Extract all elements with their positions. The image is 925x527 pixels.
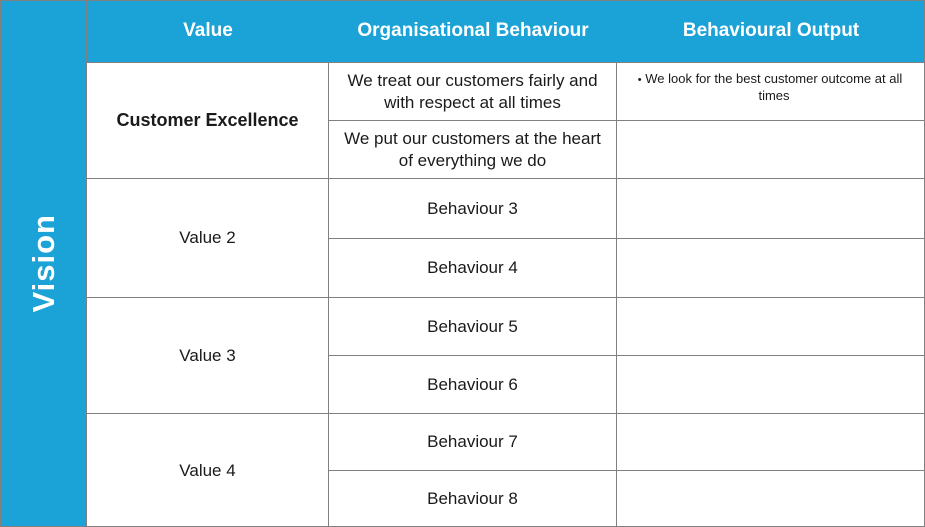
vision-label: Vision xyxy=(25,214,61,313)
value-cell: Value 2 xyxy=(87,179,329,297)
behaviour-row xyxy=(329,355,925,413)
output-cell xyxy=(617,414,925,470)
behaviour-row xyxy=(329,238,925,298)
output-cell xyxy=(617,298,925,355)
table-row xyxy=(87,178,925,297)
behaviour-group xyxy=(329,298,925,413)
column-header-organisational-behaviour: Organisational Behaviour xyxy=(357,20,589,41)
behaviour-group xyxy=(329,414,925,527)
behaviour-group xyxy=(329,63,925,178)
table-row xyxy=(87,62,925,178)
values-table xyxy=(86,0,925,527)
vision-banner xyxy=(0,0,86,527)
behaviour-row xyxy=(329,470,925,527)
value-cell: Value 3 xyxy=(87,298,329,413)
behaviour-row xyxy=(329,414,925,470)
output-cell xyxy=(617,179,925,238)
table-header-row xyxy=(87,0,925,62)
output-cell xyxy=(617,239,925,298)
behaviour-cell: Behaviour 4 xyxy=(329,239,617,298)
behaviour-cell: Behaviour 8 xyxy=(329,471,617,527)
column-header-value: Value xyxy=(183,20,233,41)
table-row xyxy=(87,297,925,413)
behaviour-row xyxy=(329,120,925,178)
table-row xyxy=(87,413,925,527)
behaviour-row xyxy=(329,63,925,120)
behaviour-cell: Behaviour 7 xyxy=(329,414,617,470)
output-text: We look for the best customer outcome at all times xyxy=(645,71,903,103)
behaviour-cell: Behaviour 3 xyxy=(329,179,617,238)
output-cell xyxy=(617,471,925,527)
bullet-icon: • xyxy=(637,74,642,86)
behaviour-cell: We put our customers at the heart of everything we do xyxy=(329,121,617,178)
column-header-behavioural-output: Behavioural Output xyxy=(682,20,860,41)
behaviour-cell: We treat our customers fairly and with respect at all times xyxy=(329,63,617,120)
behaviour-row xyxy=(329,298,925,355)
behaviour-row xyxy=(329,179,925,238)
behaviour-cell: Behaviour 6 xyxy=(329,356,617,413)
behaviour-group xyxy=(329,179,925,297)
output-cell xyxy=(617,63,925,120)
output-cell xyxy=(617,356,925,413)
behaviour-cell: Behaviour 5 xyxy=(329,298,617,355)
value-cell: Value 4 xyxy=(87,414,329,527)
output-cell xyxy=(617,121,925,178)
value-cell: Customer Excellence xyxy=(87,63,329,178)
